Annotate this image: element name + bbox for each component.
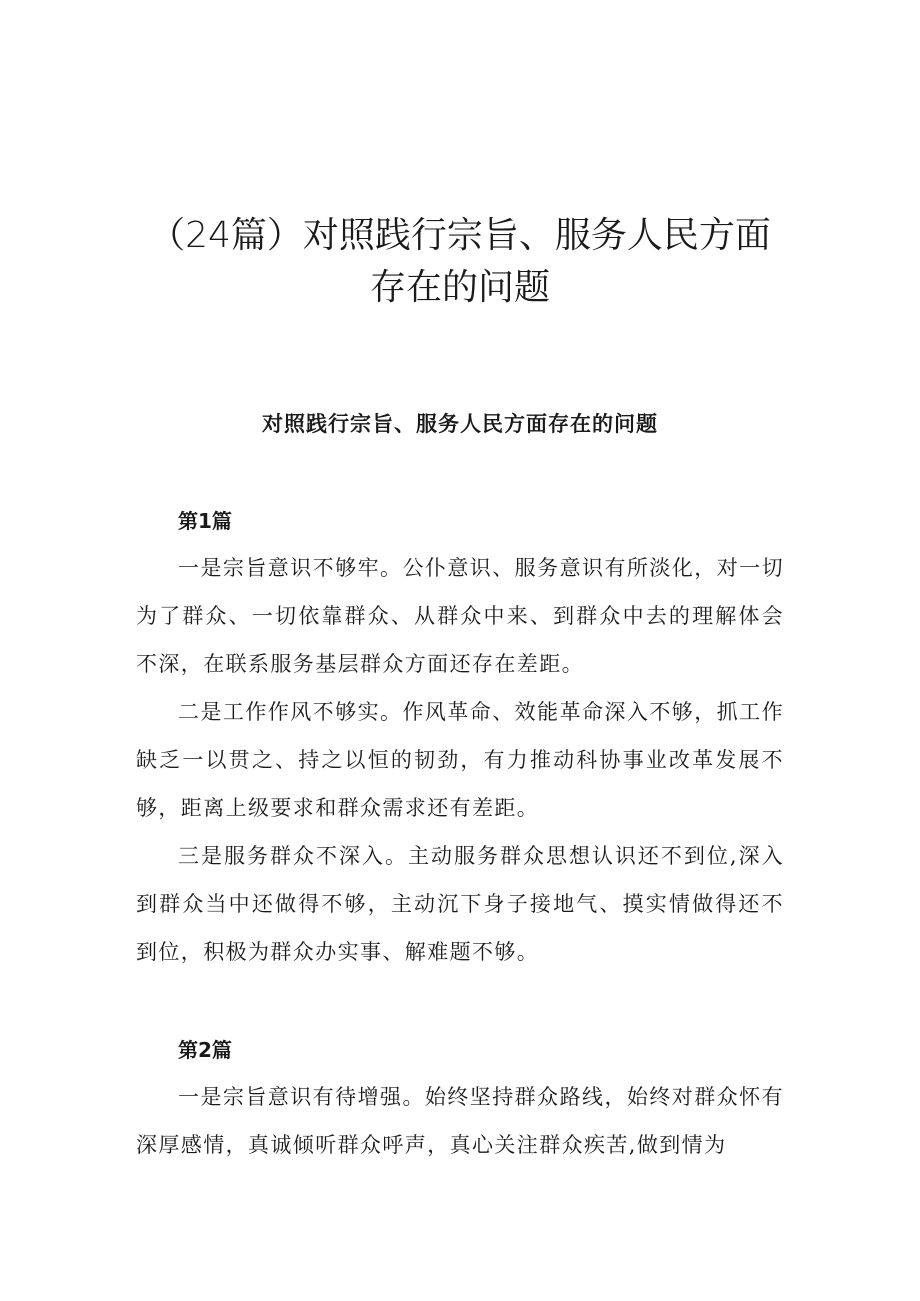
paragraph: 一是宗旨意识有待增强。始终坚持群众路线，始终对群众怀有深厚感情，真诚倾听群众呼声，真心关注群众疾苦,做到情为 (136, 1085, 784, 1157)
section-heading: 第1篇 (178, 509, 232, 533)
paragraph: 三是服务群众不深入。主动服务群众思想认识还不到位,深入到群众当中还做得不够，主动沉下身子接地气、摸实情做得还不到位，积极为群众办实事、解难题不够。 (136, 844, 784, 964)
section-2 (136, 1035, 784, 1169)
document-title (0, 210, 920, 314)
paragraph: 一是宗旨意识不够牢。公仆意识、服务意识有所淡化，对一切为了群众、一切依靠群众、从群众中来、到群众中去的理解体会不深，在联系服务基层群众方面还存在差距。 (136, 556, 784, 676)
document-title-line-2: 存在的问题 (369, 267, 550, 308)
document-subtitle: 对照践行宗旨、服务人民方面存在的问题 (262, 412, 658, 436)
section-heading: 第2篇 (178, 1038, 232, 1062)
paragraph: 二是工作作风不够实。作风革命、效能革命深入不够，抓工作缺乏一以贯之、持之以恒的韧劲，有力推动科协事业改革发展不够，距离上级要求和群众需求还有差距。 (136, 700, 784, 820)
document-title-line-1: （24篇）对照践行宗旨、服务人民方面 (149, 215, 771, 256)
section-1 (136, 506, 784, 976)
